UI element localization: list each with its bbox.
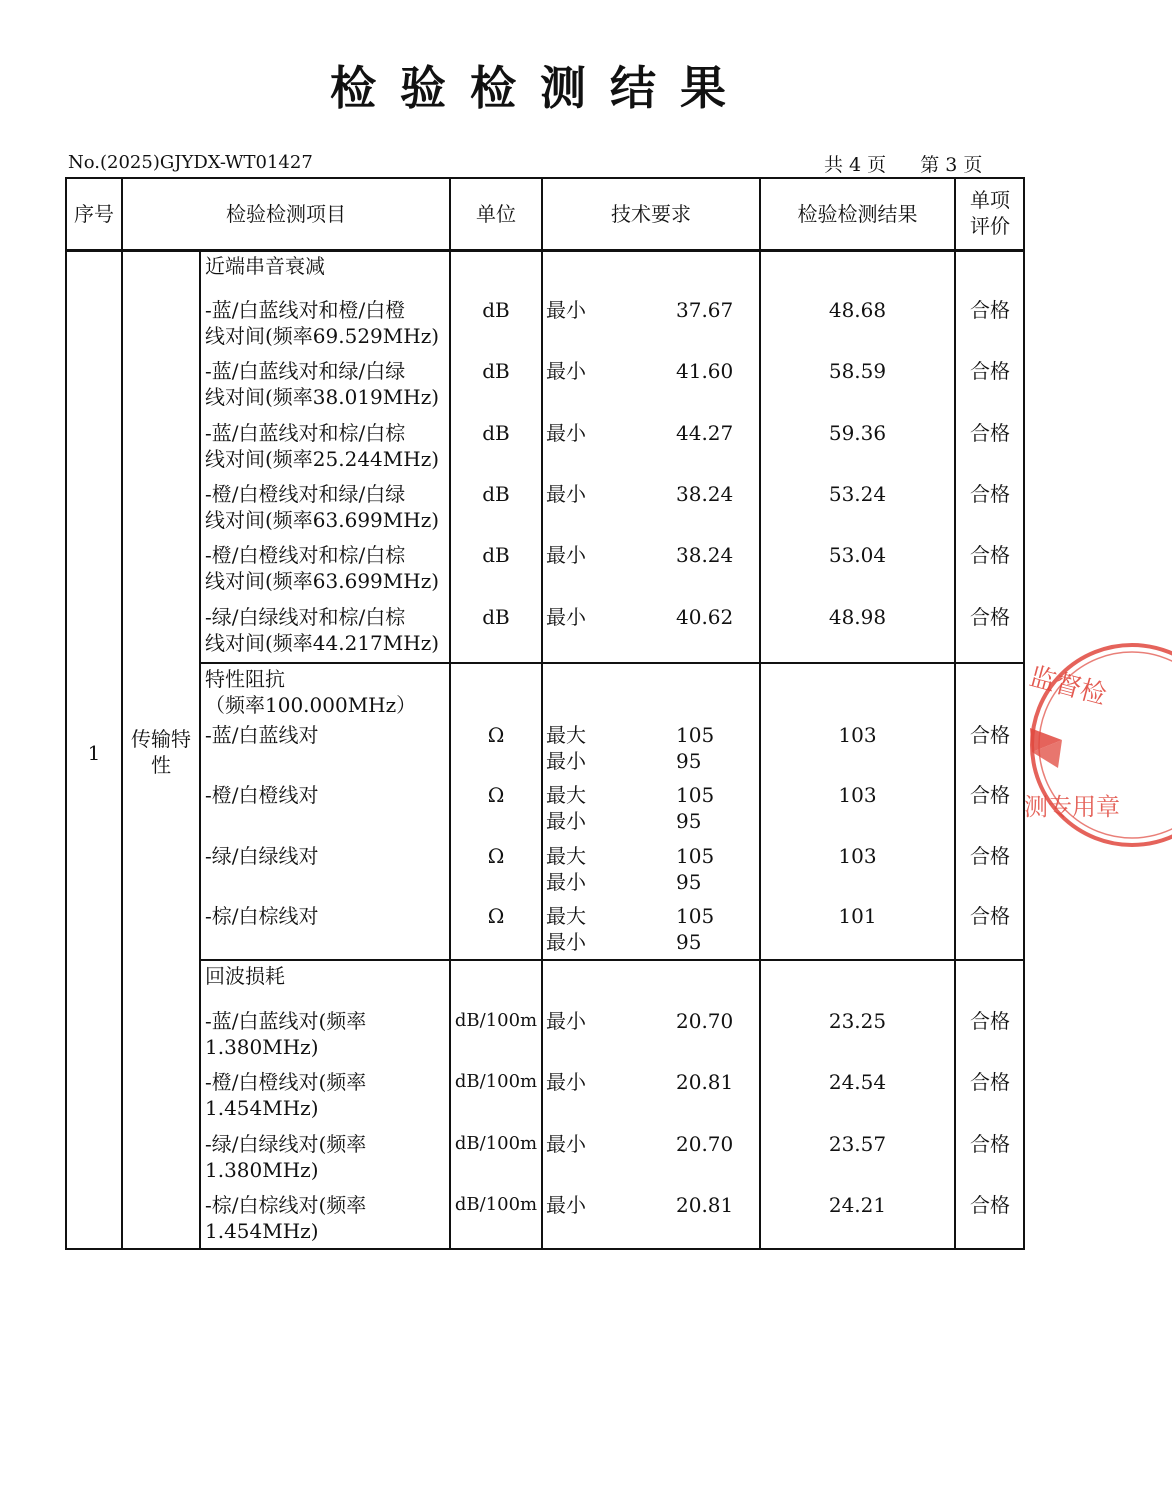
item-name: -棕/白棕线对 [205, 904, 319, 928]
req-label: 最小 [546, 298, 586, 322]
req-label: 最小 [546, 421, 586, 445]
item-name: -绿/白绿线对和棕/白棕 [205, 605, 406, 629]
result-value: 23.25 [828, 1009, 887, 1033]
total-pages: 共 4 页 [824, 154, 887, 176]
eval-value: 合格 [970, 1009, 1010, 1033]
req-min-label: 最小 [546, 870, 586, 894]
req-value: 44.27 [676, 421, 734, 445]
item-unit: dB [482, 543, 510, 567]
item-name: 1.454MHz) [205, 1096, 319, 1120]
req-max-value: 105 [676, 844, 715, 868]
item-unit: dB [482, 421, 510, 445]
eval-value: 合格 [970, 1193, 1010, 1217]
result-value: 53.24 [828, 482, 887, 506]
eval-value: 合格 [970, 605, 1010, 629]
col-header-requirement: 技术要求 [611, 202, 691, 226]
item-name: -蓝/白蓝线对和绿/白绿 [205, 359, 406, 383]
item-unit: dB/100m [454, 1071, 538, 1092]
row-category-line: 性 [151, 753, 171, 777]
req-min-label: 最小 [546, 749, 586, 773]
req-label: 最小 [546, 1132, 586, 1156]
col-header-seq: 序号 [74, 202, 114, 226]
item-unit: dB [482, 298, 510, 322]
row-seq: 1 [87, 741, 101, 765]
item-name: -橙/白橙线对 [205, 783, 319, 807]
table-divider [199, 959, 1025, 961]
item-name: 1.380MHz) [205, 1158, 319, 1182]
result-value: 103 [838, 723, 877, 747]
current-page: 第 3 页 [920, 154, 983, 176]
req-max-value: 105 [676, 904, 715, 928]
req-label: 最小 [546, 482, 586, 506]
item-name: 1.454MHz) [205, 1219, 319, 1243]
eval-value: 合格 [970, 723, 1010, 747]
req-max-label: 最大 [546, 844, 586, 868]
svg-text:监督检: 监督检 [1026, 661, 1110, 711]
result-value: 23.57 [828, 1132, 887, 1156]
table-divider [65, 249, 1025, 252]
table-divider [199, 250, 201, 1250]
req-value: 38.24 [676, 482, 734, 506]
result-value: 53.04 [828, 543, 887, 567]
req-value: 37.67 [676, 298, 734, 322]
page-title: 检验检测结果 [330, 61, 750, 115]
item-name: -橙/白橙线对和棕/白棕 [205, 543, 406, 567]
req-label: 最小 [546, 543, 586, 567]
col-header-eval-line: 单项 [970, 188, 1010, 212]
col-header-eval-line: 评价 [970, 214, 1010, 238]
req-value: 20.70 [676, 1009, 734, 1033]
item-unit: dB [482, 359, 510, 383]
req-max-label: 最大 [546, 904, 586, 928]
eval-value: 合格 [970, 421, 1010, 445]
item-name: 线对间(频率25.244MHz) [205, 447, 440, 471]
col-header-eval [956, 187, 1024, 239]
result-value: 103 [838, 783, 877, 807]
eval-value: 合格 [970, 482, 1010, 506]
req-max-label: 最大 [546, 783, 586, 807]
item-name: -蓝/白蓝线对和橙/白橙 [205, 298, 406, 322]
item-name: -绿/白绿线对 [205, 844, 319, 868]
req-value: 40.62 [676, 605, 734, 629]
table-divider [541, 177, 543, 1250]
req-min-value: 95 [676, 809, 702, 833]
section-title: 回波损耗 [205, 964, 285, 988]
req-max-label: 最大 [546, 723, 586, 747]
item-unit: dB/100m [454, 1133, 538, 1154]
item-name: 线对间(频率44.217MHz) [205, 631, 440, 655]
result-value: 48.68 [828, 298, 887, 322]
result-value: 24.21 [828, 1193, 887, 1217]
item-name: -绿/白绿线对(频率 [205, 1132, 367, 1156]
row-category [123, 726, 199, 778]
item-name: 线对间(频率63.699MHz) [205, 508, 440, 532]
result-value: 24.54 [828, 1070, 887, 1094]
item-name: -蓝/白蓝线对和棕/白棕 [205, 421, 406, 445]
req-min-value: 95 [676, 930, 702, 954]
result-value: 59.36 [828, 421, 887, 445]
item-unit: Ω [487, 904, 505, 928]
eval-value: 合格 [970, 1132, 1010, 1156]
svg-text:测专用章: 测专用章 [1024, 793, 1120, 821]
report-number: No.(2025)GJYDX-WT01427 [68, 152, 313, 173]
eval-value: 合格 [970, 1070, 1010, 1094]
item-name: -橙/白橙线对和绿/白绿 [205, 482, 406, 506]
eval-value: 合格 [970, 783, 1010, 807]
item-name: -蓝/白蓝线对(频率 [205, 1009, 367, 1033]
result-value: 58.59 [828, 359, 887, 383]
result-value: 101 [838, 904, 877, 928]
row-category-line: 传输特 [131, 727, 191, 751]
page-info [824, 150, 982, 177]
req-min-label: 最小 [546, 809, 586, 833]
table-divider [121, 177, 123, 1250]
item-unit: dB/100m [454, 1194, 538, 1215]
req-value: 41.60 [676, 359, 734, 383]
item-name: 1.380MHz) [205, 1035, 319, 1059]
eval-value: 合格 [970, 904, 1010, 928]
result-value: 48.98 [828, 605, 887, 629]
item-unit: dB [482, 482, 510, 506]
req-value: 20.81 [676, 1070, 734, 1094]
req-label: 最小 [546, 1193, 586, 1217]
item-unit: Ω [487, 783, 505, 807]
section-subtitle: （频率100.000MHz） [205, 693, 417, 717]
section-title: 近端串音衰减 [205, 254, 325, 278]
req-max-value: 105 [676, 723, 715, 747]
table-divider [199, 662, 1025, 664]
item-unit: dB/100m [454, 1010, 538, 1031]
item-unit: Ω [487, 723, 505, 747]
item-name: 线对间(频率38.019MHz) [205, 385, 440, 409]
req-value: 38.24 [676, 543, 734, 567]
eval-value: 合格 [970, 298, 1010, 322]
eval-value: 合格 [970, 543, 1010, 567]
req-min-value: 95 [676, 870, 702, 894]
eval-value: 合格 [970, 359, 1010, 383]
item-name: 线对间(频率63.699MHz) [205, 569, 440, 593]
req-value: 20.70 [676, 1132, 734, 1156]
seal-stamp [1022, 640, 1172, 850]
result-value: 103 [838, 844, 877, 868]
req-label: 最小 [546, 359, 586, 383]
req-min-label: 最小 [546, 930, 586, 954]
req-value: 20.81 [676, 1193, 734, 1217]
req-max-value: 105 [676, 783, 715, 807]
col-header-unit: 单位 [476, 202, 516, 226]
req-label: 最小 [546, 605, 586, 629]
eval-value: 合格 [970, 844, 1010, 868]
item-unit: Ω [487, 844, 505, 868]
item-name: -橙/白橙线对(频率 [205, 1070, 367, 1094]
col-header-result: 检验检测结果 [797, 202, 918, 226]
section-title: 特性阻抗 [205, 667, 285, 691]
item-name: -棕/白棕线对(频率 [205, 1193, 367, 1217]
col-header-item: 检验检测项目 [226, 202, 346, 226]
req-label: 最小 [546, 1009, 586, 1033]
item-name: -蓝/白蓝线对 [205, 723, 319, 747]
req-min-value: 95 [676, 749, 702, 773]
item-unit: dB [482, 605, 510, 629]
req-label: 最小 [546, 1070, 586, 1094]
item-name: 线对间(频率69.529MHz) [205, 324, 440, 348]
